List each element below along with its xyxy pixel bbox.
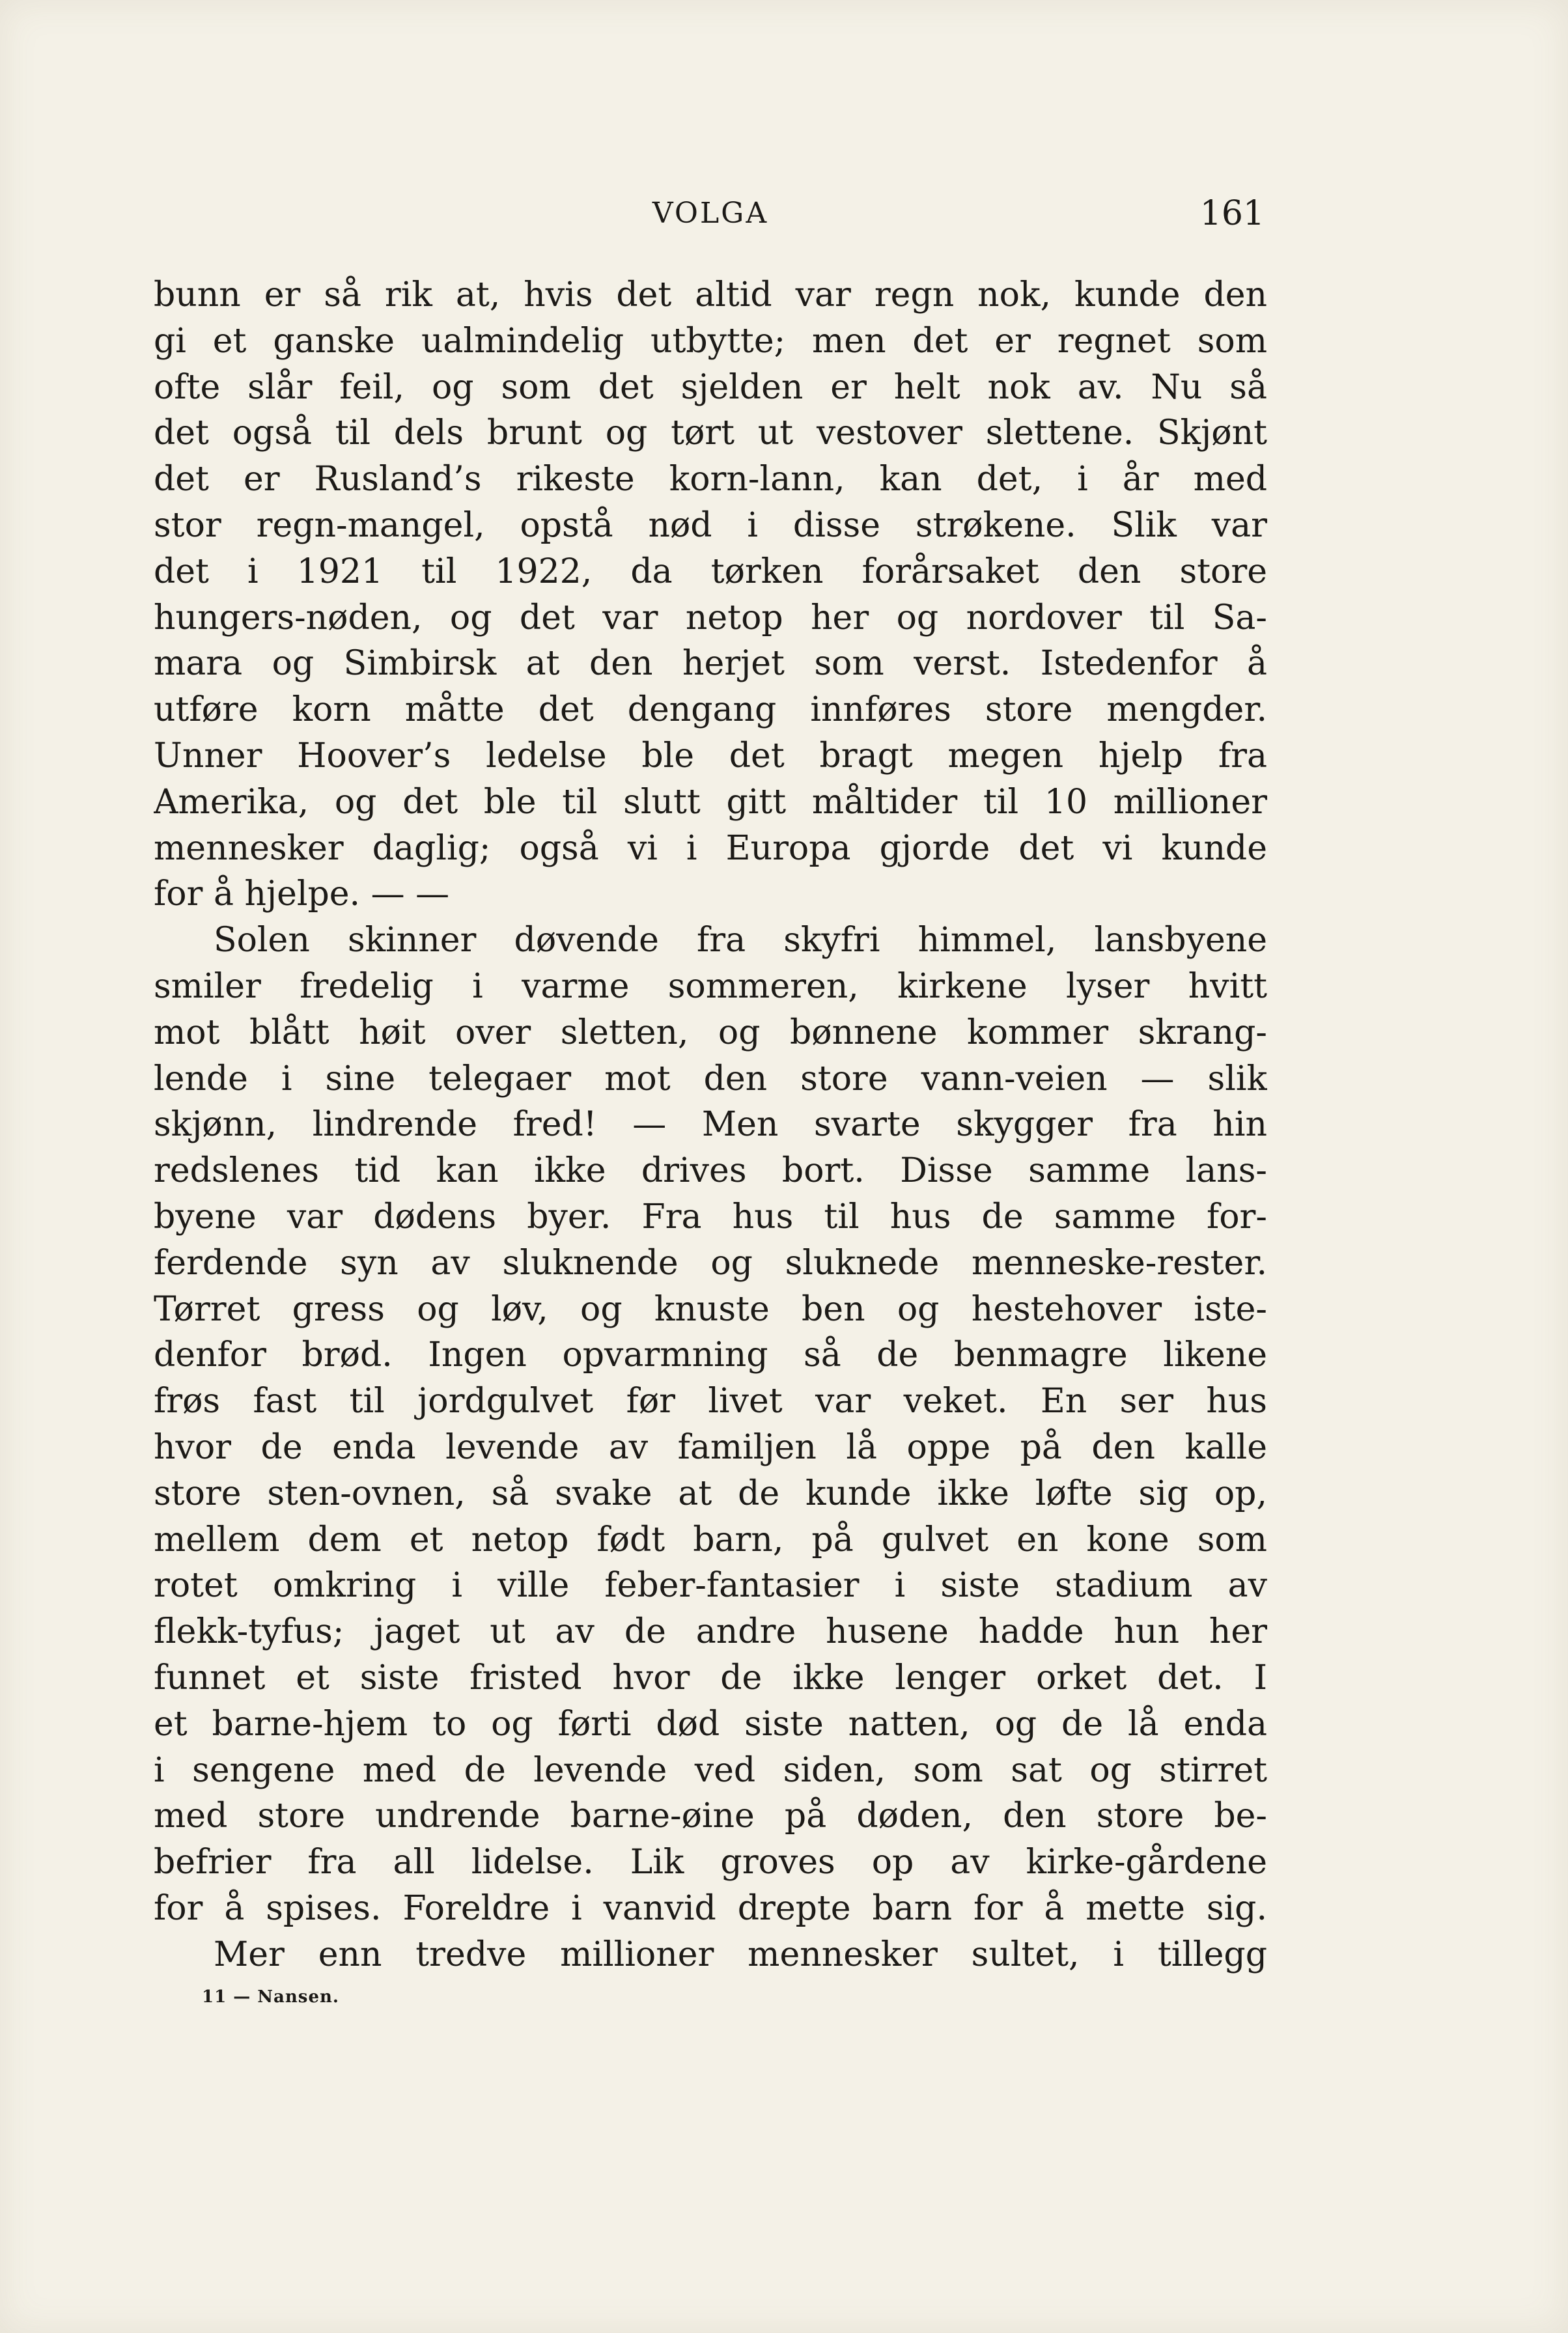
text-line: lende i sine telegaer mot den store vann-veien — slik	[154, 1059, 1267, 1098]
page-number: 161	[1199, 194, 1265, 233]
running-title: VOLGA	[652, 197, 769, 230]
text-line: i sengene med de levende ved siden, som sat og stirret	[154, 1750, 1267, 1790]
text-line: stor regn-mangel, opstå nød i disse strøkene. Slik var	[154, 505, 1267, 545]
text-line: Solen skinner døvende fra skyfri himmel, lansbyene	[214, 921, 1267, 960]
text-line: mennesker daglig; også vi i Europa gjorde det vi kunde	[154, 828, 1267, 868]
text-line: mot blått høit over sletten, og bønnene kommer skrang-	[154, 1013, 1267, 1052]
text-line: for å hjelpe. — —	[154, 874, 450, 914]
text-line: et barne-hjem to og førti død siste natten, og de lå enda	[154, 1704, 1267, 1744]
text-line: hvor de enda levende av familjen lå oppe på den kalle	[154, 1427, 1267, 1467]
signature-line: 11 — Nansen.	[202, 1987, 339, 2007]
text-line: hungers-nøden, og det var netop her og nordover til Sa-	[154, 598, 1267, 637]
page-header	[154, 189, 1267, 247]
text-line: det i 1921 til 1922, da tørken forårsaket den store	[154, 552, 1267, 591]
text-line: redslenes tid kan ikke drives bort. Disse samme lans-	[154, 1151, 1267, 1191]
text-line: for å spises. Foreldre i vanvid drepte barn for å mette sig.	[154, 1888, 1267, 1928]
text-line: skjønn, lindrende fred! — Men svarte skygger fra hin	[154, 1105, 1267, 1145]
text-line: funnet et siste fristed hvor de ikke lenger orket det. I	[154, 1658, 1267, 1697]
text-line: smiler fredelig i varme sommeren, kirkene lyser hvitt	[154, 966, 1267, 1006]
text-line: flekk-tyfus; jaget ut av de andre husene hadde hun her	[154, 1612, 1267, 1652]
text-line: Amerika, og det ble til slutt gitt måltider til 10 millioner	[154, 782, 1267, 822]
text-line: befrier fra all lidelse. Lik groves op av kirke-gårdene	[154, 1843, 1267, 1882]
text-line: Tørret gress og løv, og knuste ben og hestehover iste-	[154, 1289, 1267, 1329]
text-line: byene var dødens byer. Fra hus til hus de samme for-	[154, 1197, 1267, 1236]
text-line: Mer enn tredve millioner mennesker sultet, i tillegg	[214, 1935, 1267, 1974]
text-line: rotet omkring i ville feber-fantasier i siste stadium av	[154, 1566, 1267, 1606]
text-line: frøs fast til jordgulvet før livet var veket. En ser hus	[154, 1382, 1267, 1421]
text-line: mara og Simbirsk at den herjet som verst. Istedenfor å	[154, 644, 1267, 684]
text-line: ofte slår feil, og som det sjelden er helt nok av. Nu så	[154, 367, 1267, 407]
text-line: det er Rusland’s rikeste korn-lann, kan det, i år med	[154, 460, 1267, 499]
text-line: bunn er så rik at, hvis det altid var regn nok, kunde den	[154, 275, 1267, 314]
text-line: det også til dels brunt og tørt ut vestover slettene. Skjønt	[154, 413, 1267, 453]
text-line: store sten-ovnen, så svake at de kunde ikke løfte sig op,	[154, 1474, 1267, 1513]
text-line: denfor brød. Ingen opvarmning så de benmagre likene	[154, 1335, 1267, 1375]
text-line: ferdende syn av sluknende og sluknede menneske-rester.	[154, 1243, 1267, 1283]
text-line: med store undrende barne-øine på døden, den store be-	[154, 1796, 1267, 1836]
text-line: mellem dem et netop født barn, på gulvet en kone som	[154, 1520, 1267, 1559]
body-text	[154, 272, 1267, 1977]
text-line: gi et ganske ualmindelig utbytte; men det er regnet som	[154, 321, 1267, 361]
text-line: Unner Hoover’s ledelse ble det bragt megen hjelp fra	[154, 736, 1267, 775]
text-line: utføre korn måtte det dengang innføres store mengder.	[154, 690, 1267, 730]
